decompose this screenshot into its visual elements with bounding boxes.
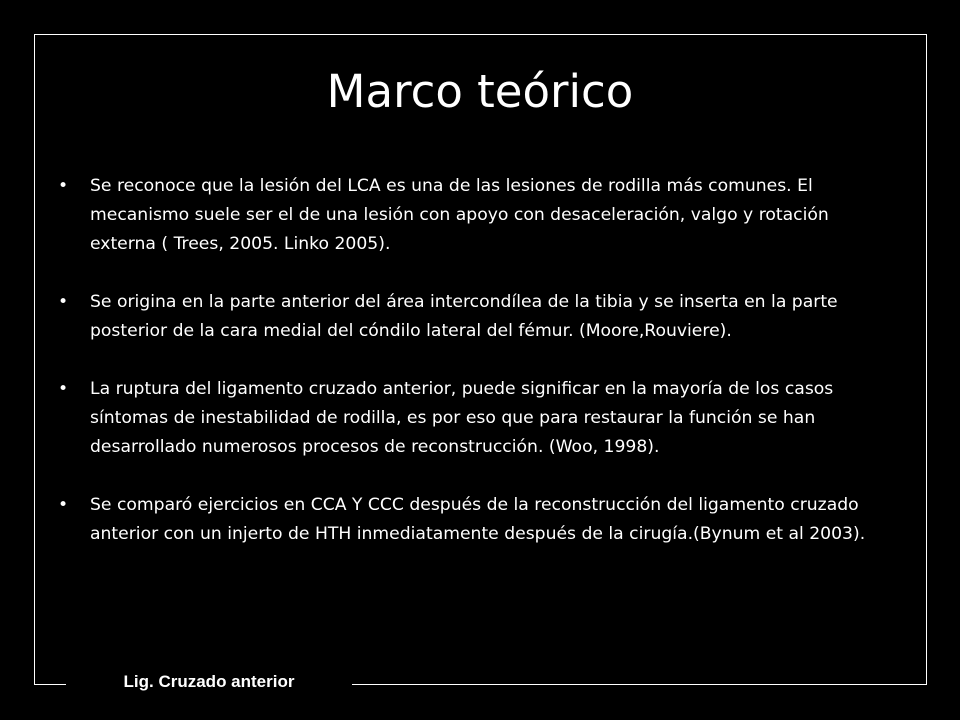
bullet-item — [58, 288, 898, 346]
bullet-text: Se origina en la parte anterior del área intercondílea de la tibia y se inserta en la parte posterior de la cara medial del cóndilo lateral del fémur. (Moore,Rouviere). — [90, 292, 838, 341]
bullet-list — [58, 172, 898, 578]
bullet-dot-icon: • — [58, 379, 69, 399]
bullet-dot-icon: • — [58, 495, 69, 515]
bullet-item — [58, 375, 898, 462]
bullet-text: Se reconoce que la lesión del LCA es una de las lesiones de rodilla más comunes. El mecanismo suele ser el de una lesión con apoyo con desaceleración, valgo y rotación externa ( Trees, 2005. Linko 2005). — [90, 176, 829, 254]
bullet-item — [58, 491, 898, 549]
bullet-text: Se comparó ejercicios en CCA Y CCC después de la reconstrucción del ligamento cruzado anterior con un injerto de HTH inmediatamente después de la cirugía.(Bynum et al 2003). — [90, 495, 866, 544]
slide-title: Marco teórico — [326, 65, 634, 118]
bullet-dot-icon: • — [58, 176, 69, 196]
frame-border-bottom-left — [34, 684, 66, 685]
frame-border-bottom-right — [352, 684, 927, 685]
frame-border-left — [34, 34, 35, 685]
bullet-item — [58, 172, 898, 259]
bullet-text: La ruptura del ligamento cruzado anterior, puede significar en la mayoría de los casos síntomas de inestabilidad de rodilla, es por eso que para restaurar la función se han desarrollado numerosos procesos de reconstrucción. (Woo, 1998). — [90, 379, 834, 457]
bullet-dot-icon: • — [58, 292, 69, 312]
frame-caption: Lig. Cruzado anterior — [123, 672, 295, 691]
frame-border-right — [926, 34, 927, 685]
frame-border-top — [34, 34, 927, 35]
